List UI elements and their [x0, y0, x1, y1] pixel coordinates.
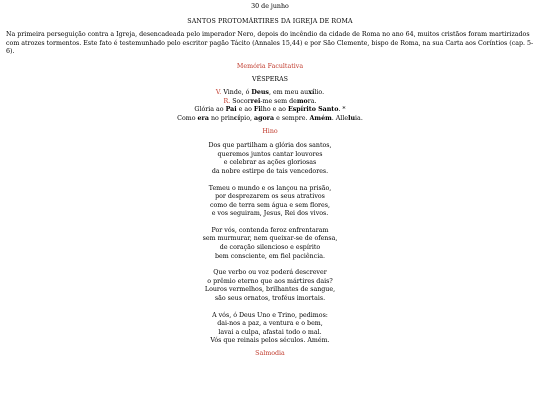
stanza-line: Que verbo ou voz poderá descrever	[213, 269, 327, 277]
sicut-erat-line: Como era no princípio, agora e sempre. Amém. Alleluia.	[177, 114, 363, 122]
versicle-line: V. Vinde, ó Deus, em meu auxílio.	[215, 89, 325, 97]
memoria-label: Memória Facultativa	[236, 62, 304, 70]
stanza-line: Dos que partilham a glória dos santos,	[208, 142, 332, 150]
stanza-line: são seus ornatos, troféus imortais.	[214, 295, 326, 303]
hymn-stanza	[6, 269, 534, 303]
hymn-title: Hino	[262, 127, 278, 135]
stanza-line: bem consciente, em fiel paciência.	[215, 252, 325, 260]
stanza-line: o prêmio eterno que aos mártires dais?	[207, 277, 333, 285]
salmodia-label: Salmodia	[255, 350, 285, 357]
date-line: 30 de junho	[251, 3, 289, 10]
response-mark: R.	[223, 97, 231, 105]
hymn-body	[6, 142, 534, 346]
stanza-line: e celebrar as ações gloriosas	[223, 159, 317, 167]
hour-title: VÉSPERAS	[252, 75, 288, 83]
feast-title: SANTOS PROTOMÁRTIRES DA IGREJA DE ROMA	[187, 17, 353, 25]
stanza-line: como de terra sem água e sem flores,	[209, 201, 331, 209]
stanza-line: Temeu o mundo e os lançou na prisão,	[208, 184, 332, 192]
intro-paragraph: Na primeira perseguição contra a Igreja, desencadeada pelo imperador Nero, depois do incêndio da cidade de Roma no ano 64, muitos cristãos foram martirizados com atrozes tormentos. Este fato é testemunhado pelo escritor pagão Tácito (Annales 15,44) e por São Clemente, bispo de Roma, na sua Carta aos Coríntios (cap. 5-6).	[6, 31, 534, 56]
hymn-stanza	[6, 142, 534, 176]
stanza-line: queremos juntos cantar louvores	[217, 150, 323, 158]
hymn-stanza	[6, 312, 534, 346]
stanza-line: A vós, ó Deus Uno e Trino, pedimos:	[212, 311, 328, 319]
hymn-stanza	[6, 227, 534, 261]
hymn-stanza	[6, 185, 534, 219]
stanza-line: da nobre estirpe de tais vencedores.	[211, 167, 329, 175]
versicle-mark: V.	[215, 89, 222, 97]
stanza-line: por desprezarem os seus atrativos	[215, 193, 325, 201]
stanza-line: sem murmurar, nem queixar-se de ofensa,	[202, 235, 338, 243]
stanza-line: lavai a culpa, afastai todo o mal.	[218, 328, 322, 336]
opening-versicles	[6, 89, 534, 123]
stanza-line: Louros vermelhos, brilhantes de sangue,	[204, 286, 336, 294]
stanza-line: de coração silencioso e espírito	[219, 244, 321, 252]
response-line: R. Socorrei-me sem demora.	[223, 97, 317, 105]
gloria-line: Glória ao Pai e ao Filho e ao Espírito Santo. *	[194, 106, 346, 114]
stanza-line: e vos seguiram, Jesus, Rei dos vivos.	[211, 210, 329, 218]
stanza-line: Por vós, contenda feroz enfrentaram	[211, 226, 329, 234]
stanza-line: Vós que reinais pelos séculos. Amém.	[210, 337, 330, 345]
stanza-line: dai-nos a paz, a ventura e o bem,	[217, 320, 323, 328]
